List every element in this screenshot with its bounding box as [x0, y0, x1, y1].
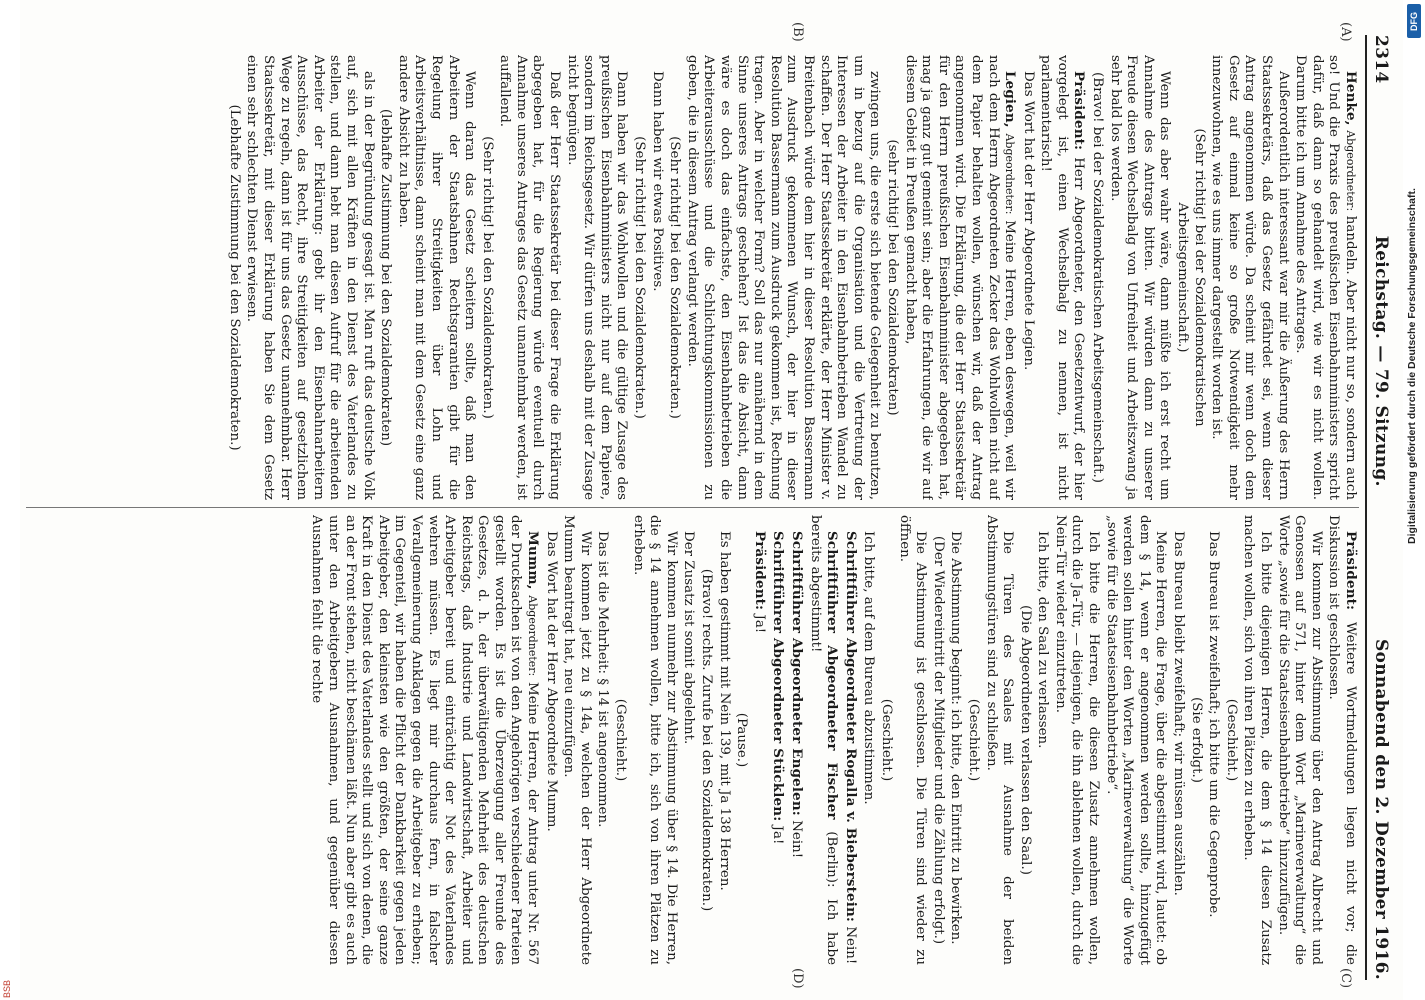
paragraph-text: Ich bitte, auf dem Bureau abzustimmen. [861, 531, 877, 805]
interjection: (Geschieht.) [965, 698, 981, 782]
speaker-role: Abgeordneter: [1003, 133, 1017, 215]
paragraph-text: Wir kommen zur Abstimmung über den Antrag Albrecht und Genossen auf 571, hinter dem Wort „Marineverwaltung“ die Worte „sowie für die Staatseisenbahnbetriebe“ hinzuzufügen. [1275, 515, 1324, 965]
interjection: (Geschieht.) [613, 698, 629, 782]
paragraph [1240, 515, 1273, 965]
paragraph [1106, 55, 1172, 500]
speaker-name: Schriftführer Abgeordneter Fischer [824, 531, 841, 820]
paragraph [308, 515, 541, 965]
paragraph [982, 515, 1015, 965]
interjection: (lebhafte Zustimmung bei den Sozialdemokraten) [378, 108, 394, 447]
interjection: (Bravo! bei der Sozialdemokratischen Arbeitsgemeinschaft.) [1090, 72, 1106, 483]
scanned-page [20, 0, 1405, 1000]
margin-marker-c: (C) [1338, 968, 1353, 989]
paragraph-text: Dann haben wir etwas Positives. [649, 71, 665, 292]
paragraph-text: Nein! [789, 820, 804, 859]
margin-marker-d: (D) [790, 968, 805, 989]
speaker-name: Präsident: [1343, 531, 1359, 611]
margin-marker-b: (B) [790, 22, 805, 42]
library-mark: BSB [2, 979, 12, 998]
speaker-name: Schriftführer Abgeordneter Engelen: [789, 531, 805, 816]
paragraph [563, 55, 629, 500]
paragraph-text: Ja! [770, 825, 786, 845]
session-title: Reichstag. — 79. Sitzung. [1371, 235, 1391, 487]
paragraph-text: handeln. Aber nicht nur so, sondern auch so! Und die Praxis des preußischen Eisenbahnministers spricht dafür, daß dann so gehandelt wird, wie wir es nicht wollen. Darum bitte ich um Annahme des Antrages. [1293, 55, 1358, 500]
session-date: Sonnabend den 2. Dezember 1916. [1371, 638, 1391, 980]
paragraph-text: Der Zusatz ist somit abgelehnt. [681, 531, 697, 745]
paragraph [680, 515, 697, 965]
paragraph-text: zwingen uns, die erste sich bietende Gelegenheit zu benutzen, um in bezug auf die Organisation und die Vertretung der Interessen der Arbeiter in den Eisenbahnbetrieben Wandel zu schaffen. Der Herr Staatssekretär erklärte, der Herr Minister v. Breitenbach würde dem hier in dieser Resolution Bassermann zum Ausdruck gekommenen Wunsch, der hier in dieser Resolution Bassermann zum Ausdruck gekommen ist, Rechnung tragen. Aber in welcher Form? Soll das nur annähernd in dem Sinne unseres Antrags geschehen? Ist das die Absicht, dann wäre es doch das einfachste, den Eisenbahnbetrieben die Arbeiterausschüsse und die Schlichtungskommissionen zu geben, die in diesem Antrag verlangt werden. [684, 55, 883, 500]
paragraph-text: Das ist die Mehrheit: § 14 ist angenommen. [595, 531, 611, 828]
paragraph-text: (Berlin): Ich habe bereits abgestimmt! [807, 515, 840, 965]
paragraph-text: Nein! [842, 926, 858, 965]
paragraph-text: Wenn das aber wahr wäre, dann müßte ich erst recht um Annahme des Antrags bitten. Wir würden dann zu unserer Freude diesen Wechselbalg von Unfreiheit und Arbeitszwang ja sehr bald los werden. [1107, 55, 1173, 500]
paragraph [947, 515, 964, 965]
paragraph [1037, 55, 1088, 500]
speaker-name: Mumm, [525, 531, 542, 590]
paragraph-text: Die Abstimmung beginnt: ich bitte, den Eintritt zu bewirken. [948, 531, 964, 945]
header-rule [1365, 35, 1367, 980]
paragraph [769, 515, 787, 965]
paragraph-text: Meine Herren, der Antrag unter Nr. 567 der Drucksachen ist von den Angehörigen verschiedener Parteien gestellt worden. Es ist die Überzeugung aller Freunde des Gesetzes, d. h. der überwältigenden Mehrheit des deutschen Reichstags, daß Industrie und Landwirtschaft, Arbeiter und Arbeitgeber bereit und einträchtig der Not des Vaterlandes wehren müssen. Es liegt mir durchaus fern, in falscher Verallgemeinerung Anklagen gegen die Arbeitgeber zu erheben; im Gegenteil, wir haben die Pflicht der Dankbarkeit gegen jeden Arbeitgeber, den kleinsten wie den größten, der seine ganze Kraft in den Dienst des Vaterlandes stellt und sich von denen, die an der Front stehen, nicht beschämen läßt. Nun aber gibt es auch unter den Arbeitgebern Ausnahmen, und gegenüber diesen Ausnahmen fehlt die rechte [309, 515, 541, 965]
paragraph [1169, 515, 1186, 965]
paragraph-text: Das Bureau bleibt zweifelhaft; wir müssen auszählen. [1171, 531, 1187, 896]
paragraph-text: Die Türen des Saales mit Ausnahme der beiden Abstimmungstüren sind zu schließen. [983, 515, 1016, 965]
speaker-role: Abgeordneter: [526, 595, 540, 677]
digitization-strip [1403, 0, 1425, 1000]
right-column [26, 515, 1359, 965]
interjection: (Sehr richtig! bei den Sozialdemokraten.) [479, 136, 495, 419]
paragraph-text: Ich bitte diejenigen Herren, die dem § 14 diesen Zusatz machen wollen, sich von ihren Plätzen zu erheben. [1241, 515, 1274, 965]
interjection: (Sie erfolgt.) [1188, 697, 1204, 783]
paragraph [901, 55, 1018, 500]
paragraph [841, 515, 859, 965]
speaker-name: Schriftführer Abgeordneter Rogalla v. Bieberstein: [842, 531, 859, 923]
interjection: (Pause.) [734, 712, 750, 768]
paragraph-text: Es haben gestimmt mit Nein 139, mit Ja 138 Herren. [716, 531, 732, 891]
paragraph-text: Ich bitte, den Saal zu verlassen. [1035, 531, 1051, 749]
column-divider [26, 507, 1359, 508]
paragraph [243, 55, 376, 500]
paragraph-text: Wir kommen jetzt zu § 14a, welchen der Herr Abgeordnete Mumm beantragt hat, neu einzufügen. [561, 515, 593, 965]
left-column [26, 55, 1359, 500]
digitization-credit: Digitalisierung gefördert durch die Deutsche Forschungsgemeinschaft. [1406, 188, 1418, 544]
paragraph-text: Meine Herren, eben deswegen, weil wir nach dem Herrn Abgeordneten Zecker das Wohlwollen nicht auf dem Papier behalten wollen, wünschen wir, daß der Antrag angenommen wird. Die Erklärung, die der Herr Staatssekretär für den Herrn preußischen Eisenbahnminister abgegeben hat, mag ja ganz gut gemeint sein; aber die Erfahrungen, die wir auf diesem Gebiet in Preußen gemacht haben, [902, 55, 1018, 500]
margin-marker-a: (A) [1338, 22, 1353, 42]
paragraph-text: Das Bureau ist zweifelhaft; ich bitte um die Gegenprobe. [1206, 531, 1222, 918]
interjection: (Geschieht.) [878, 698, 894, 782]
paragraph [715, 515, 732, 965]
speaker-name: Schriftführer Abgeordneter Stücklen: [770, 531, 787, 822]
paragraph [1205, 515, 1222, 965]
paragraph [1292, 55, 1359, 500]
paragraph-text: Meine Herren, die Frage, über die abgestimmt wird, lautet: ob dem § 14, wenn er angenommen werden sollte, hinzugefügt werden sollen hinter den Worten „Marineverwaltung“ die Worte „sowie für die Staatseisenbahnbetriebe“. [1103, 515, 1169, 965]
paragraph [542, 515, 559, 965]
interjection: (Sehr richtig! bei den Sozialdemokraten.) [667, 136, 683, 419]
interjection: (Bravo! rechts. Zurufe bei den Sozialdemokraten.) [699, 568, 715, 912]
paragraph-text: Weitere Wortmeldungen liegen nicht vor; die Diskussion ist geschlossen. [1326, 515, 1358, 965]
speaker-name: Präsident: [1071, 71, 1088, 151]
speaker-role: Abgeordneter: [1344, 130, 1357, 212]
speaker-name: Henke, [1343, 71, 1359, 126]
paragraph [1034, 515, 1051, 965]
paragraph-text: Ich bitte die Herren, die diesen Zusatz annehmen wollen, durch die Ja-Tür, — diejenigen, die ihn ablehnen wollen, durch die Nein-Tür wieder einzutreten. [1052, 515, 1102, 965]
paragraph [860, 515, 877, 965]
paragraph-text: Das Wort hat der Herr Abgeordnete Legien. [1020, 71, 1036, 371]
paragraph [787, 515, 805, 965]
paragraph [683, 55, 882, 500]
paragraph [394, 55, 477, 500]
speaker-name: Präsident: [751, 531, 768, 611]
paragraph-text: Die Abstimmung ist geschlossen. Die Türen sind wieder zu öffnen. [896, 515, 929, 965]
running-header [1371, 35, 1397, 980]
paragraph-text: Ja! [751, 614, 767, 634]
paragraph [1102, 515, 1168, 965]
paragraph [1274, 515, 1324, 965]
paragraph [1325, 515, 1359, 965]
interjection: (Die Abgeordneten verlassen den Saal.) [1017, 605, 1033, 875]
paragraph-text: als in der Begründung gesagt ist. Man ruft das deutsche Volk auf, sich mit allen Kräften in den Dienst des Vaterlandes zu stellen, und dann hebt man diesen Aufruf für die arbeitenden Arbeiter der Erklärung: gebt ihr den Eisenbahnarbeitern Ausschüsse, das Recht, ihre Streitigkeiten auf gesetzlichem Wege zu regeln, dann ist für uns das Gesetz unannehmbar. Herr Staatssekretär, mit dieser Erklärung haben Sie dem Gesetz einen sehr schlechten Dienst erwiesen. [244, 55, 376, 500]
paragraph [629, 515, 679, 965]
interjection: (Geschieht.) [1223, 698, 1239, 782]
dfg-logo: DFG [1407, 4, 1421, 38]
paragraph [1208, 55, 1291, 500]
interjection: (Sehr richtig! bei der Sozialdemokratischen Arbeitsgemeinschaft.) [1175, 128, 1207, 427]
speaker-name: Legien, [1002, 71, 1019, 128]
paragraph [895, 515, 928, 965]
paragraph-text: Herr Abgeordneter, den Gesetzentwurf, der hier vorgelegt ist, einen Wechselbalg zu nennen, ist nicht parlamentarisch! [1038, 55, 1087, 500]
paragraph [806, 515, 840, 965]
interjection: (Lebhafte Zustimmung bei den Sozialdemokraten.) [226, 104, 242, 451]
paragraph [496, 55, 562, 500]
paragraph-text: Dann haben wir das Wohlwollen und die gültige Zusage des preußischen Eisenbahnministers nicht nur auf dem Papiere, sondern im Reichsgesetz. Wir dürfen uns deshalb mit der Zusage nicht begnügen. [564, 55, 630, 500]
paragraph [750, 515, 768, 965]
paragraph-text: Wir kommen nunmehr zur Abstimmung über § 14. Die Herren, die § 14 annehmen wollen, bitte ich, sich von ihren Plätzen zu erheben. [630, 515, 679, 965]
paragraph-text: Wenn daran das Gesetz scheitern sollte, daß man den Arbeitern der Staatsbahnen Rechtsgarantien gibt für die Regelung ihrer Streitigkeiten über Lohn und Arbeitsverhältnisse, dann scheint man mit dem Gesetz eine ganz andere Absicht zu haben. [395, 55, 478, 500]
paragraph [1051, 515, 1101, 965]
paragraph [1019, 55, 1036, 500]
interjection: (sehr richtig! bei den Sozialdemokraten) [884, 139, 900, 416]
paragraph-text: Das Wort hat der Herr Abgeordnete Mumm. [543, 531, 559, 832]
paragraph [560, 515, 593, 965]
interjection: (Der Wiedereintritt der Mitglieder und die Zählung erfolgt.) [930, 535, 946, 945]
interjection: (Sehr richtig! bei den Sozialdemokraten.) [632, 136, 648, 419]
paragraph [648, 55, 665, 500]
paragraph-text: Daß der Herr Staatssekretär bei dieser Frage die Erklärung abgegeben hat, für die Regierung würde eventuell durch Annahme unseres Antrages das Gesetz unannehmbar werden, ist auffallend. [497, 55, 563, 500]
paragraph-text: Außerordentlich interessant war mir die Äußerung des Herrn Staatssekretärs, daß das Gesetz gefährdet sei, wenn dieser Antrag angenommen würde. Da scheint mir wenn doch dem Gesetz auf einmal keine so große Notwendigkeit mehr innezuwohnen, wie es uns immer dargestellt worden ist. [1209, 55, 1291, 500]
page-number: 2314 [1371, 35, 1391, 84]
paragraph [594, 515, 611, 965]
